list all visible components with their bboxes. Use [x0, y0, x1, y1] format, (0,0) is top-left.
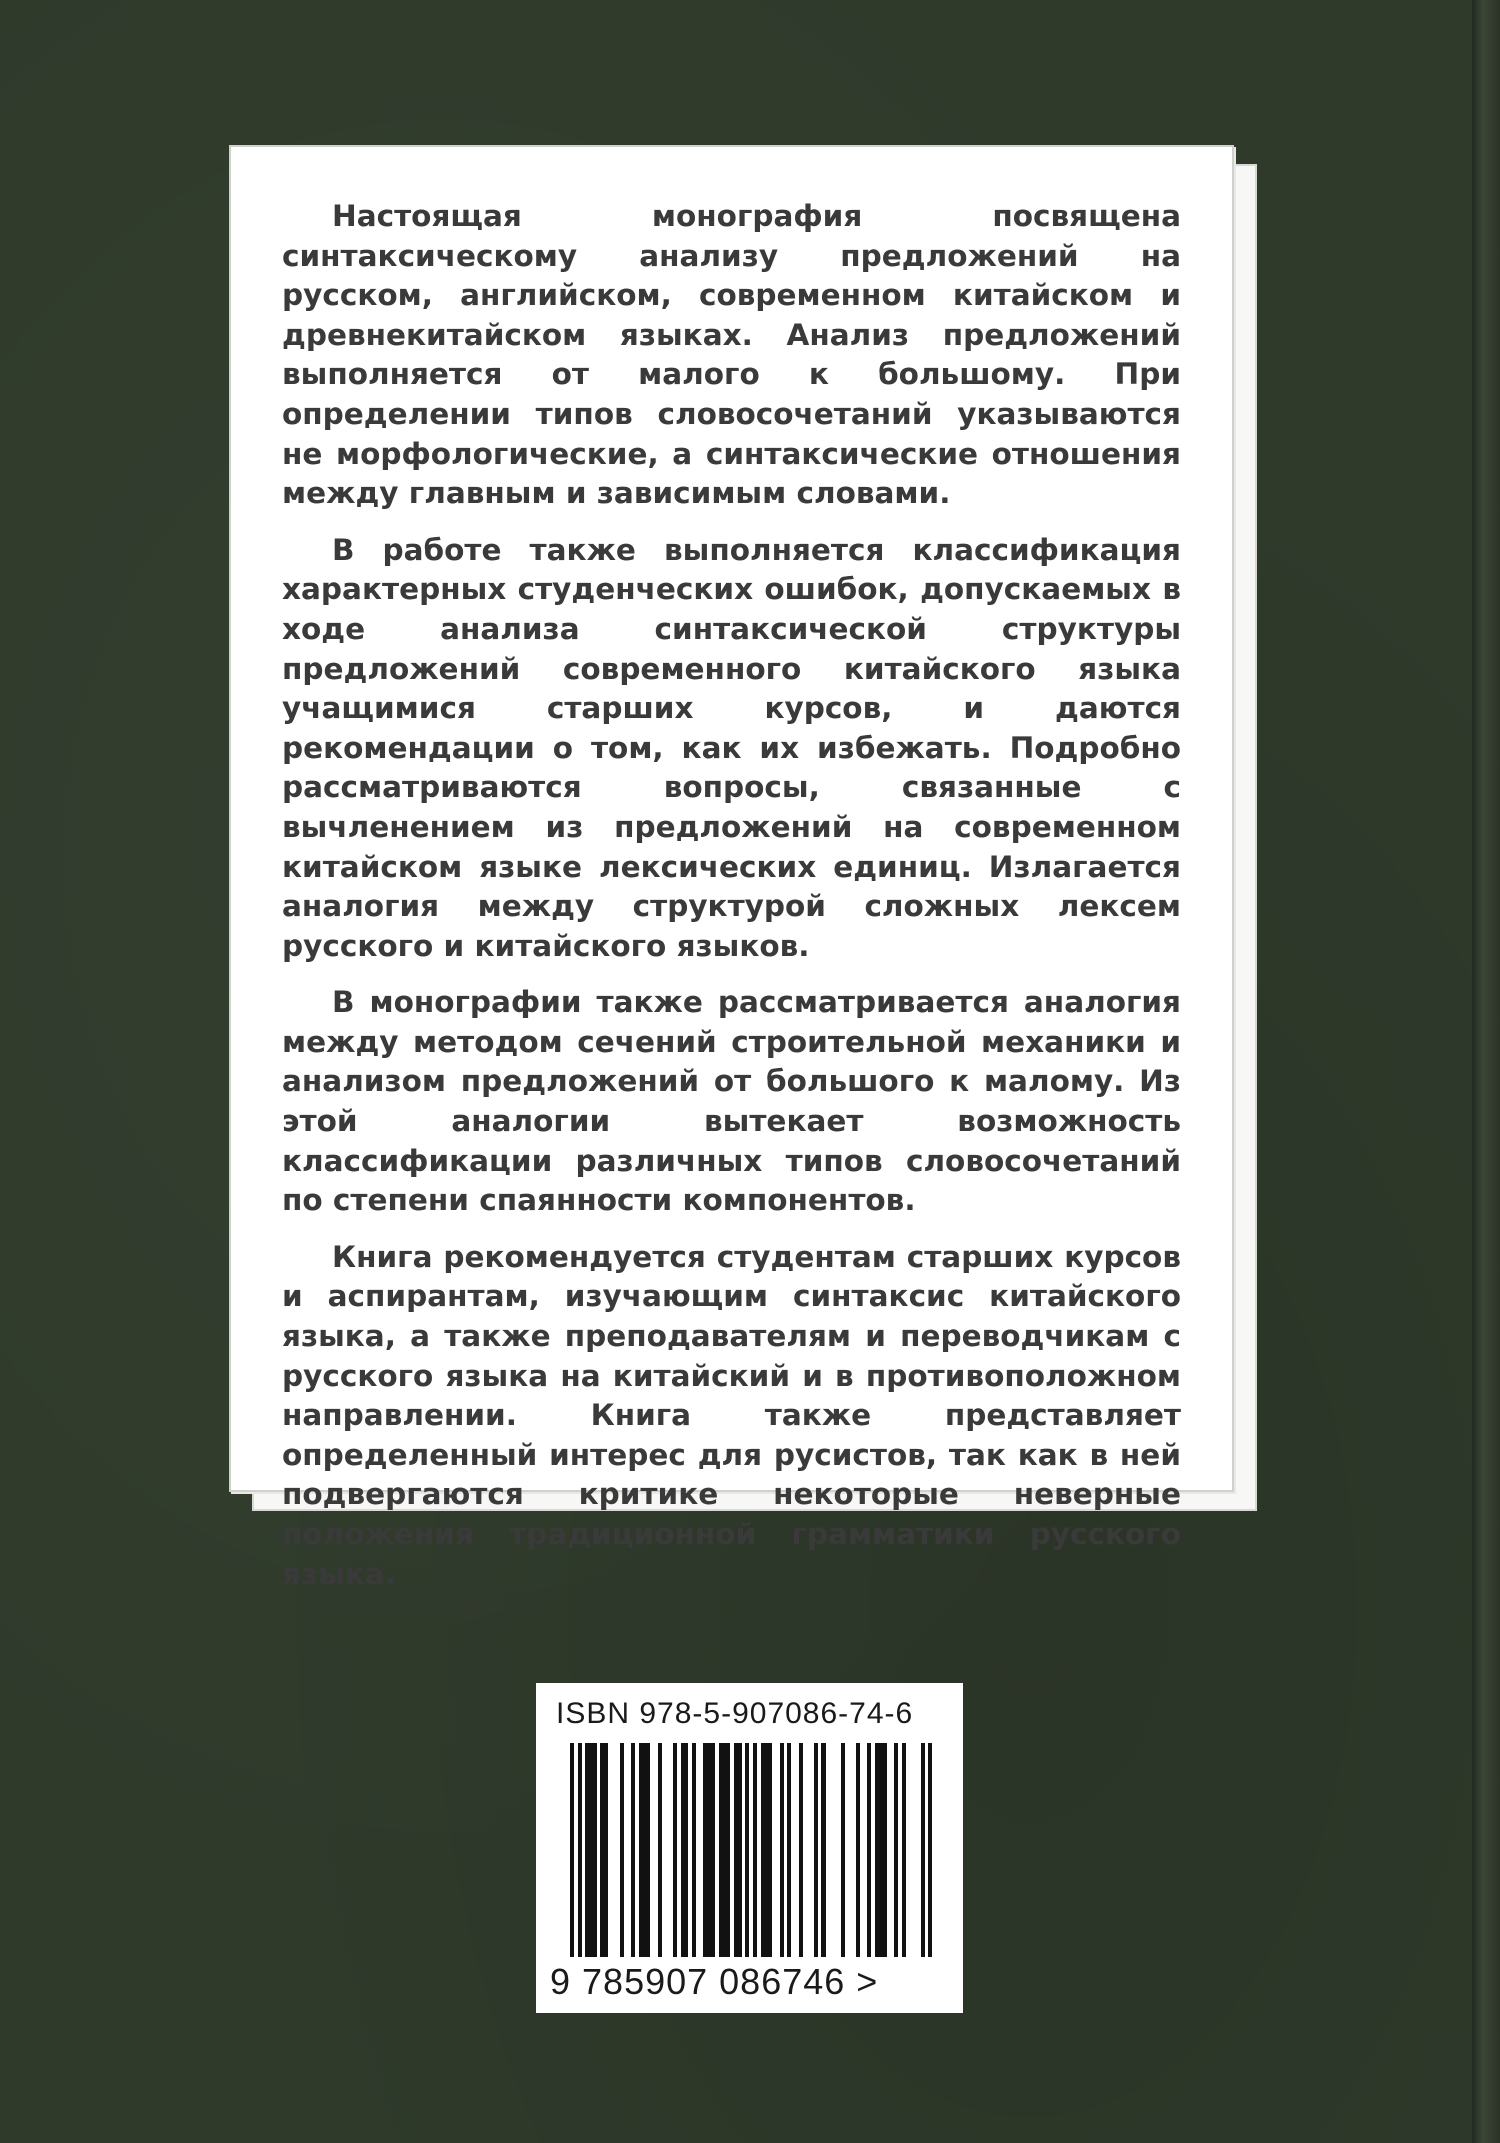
annotation-text [282, 197, 1181, 1611]
barcode-bar [821, 1743, 825, 1957]
barcode-bar [726, 1743, 730, 1957]
barcode-bar [593, 1743, 597, 1957]
annotation-panel [229, 145, 1234, 1591]
barcode-bar [787, 1743, 791, 1957]
cover-edge [1472, 0, 1500, 2143]
barcode-bar [894, 1743, 898, 1957]
barcode-digits: 9 785907 086746 > [550, 1961, 879, 2002]
isbn-number: ISBN 978-5-907086-74-6 [556, 1697, 914, 1730]
barcode-bar [738, 1743, 742, 1957]
barcode-bar [620, 1743, 624, 1957]
barcode-bar [768, 1743, 772, 1957]
barcode-bar [867, 1743, 871, 1957]
barcode-bar [921, 1743, 925, 1957]
barcode-bar [673, 1743, 677, 1957]
barcode-bar [692, 1743, 696, 1957]
barcode-bar [856, 1743, 860, 1957]
annotation-paragraph-4: Книга рекомендуется студентам старших курсов и аспирантам, изучающим синтаксис китайского языка, а также преподавателям и переводчикам с русского языка на китайский и в противоположном направлении. Книга также представляет определенный интерес для русистов, так как в ней подвергаются критике некоторые неверные положения традиционной грамматики русского языка. [282, 1239, 1181, 1591]
barcode-bar [928, 1743, 932, 1957]
barcode-bar [711, 1743, 715, 1957]
barcode-bars [570, 1743, 932, 1957]
barcode-bar [631, 1743, 635, 1957]
barcode-bar [578, 1743, 582, 1957]
barcode-bar [814, 1743, 818, 1957]
annotation-paragraph-3: В монографии также рассматривается аналогия между методом сечений строительной механики и анализом предложений от большого к малому. Из этой аналогии вытекает возможность классификации различных типов словосочетаний по степени спаянности компонентов. [282, 985, 1181, 1218]
barcode-bar [604, 1743, 608, 1957]
barcode-bar [753, 1743, 757, 1957]
barcode-bar [570, 1743, 574, 1957]
annotation-paragraph-2: В работе также выполняется классификация характерных студенческих ошибок, допускаемых в ходе анализа синтаксической структуры предложений современного китайского языка учащимися старших курсов, и даются рекомендации о том, как их избежать. Подробно рассматриваются вопросы, связанные с вычленением из предложений на современном китайском языке лексических единиц. Излагается аналогия между структурой сложных лексем русского и китайского языков. [282, 532, 1181, 963]
barcode-bar [745, 1743, 749, 1957]
barcode-bar [684, 1743, 688, 1957]
barcode-label [536, 1683, 963, 2013]
barcode-bar [882, 1743, 886, 1957]
barcode-bar [658, 1743, 662, 1957]
barcode-bar [841, 1743, 845, 1957]
barcode-bar [799, 1743, 803, 1957]
barcode-bar [780, 1743, 784, 1957]
annotation-paragraph-1: Настоящая монография посвящена синтаксическому анализу предложений на русском, английском, современном китайском и древнекитайском языках. Анализ предложений выполняется от малого к большому. При определении типов словосочетаний указываются не морфологические, а синтаксические отношения между главным и зависимым словами. [282, 199, 1181, 511]
barcode-bar [902, 1743, 906, 1957]
barcode-bar [646, 1743, 650, 1957]
